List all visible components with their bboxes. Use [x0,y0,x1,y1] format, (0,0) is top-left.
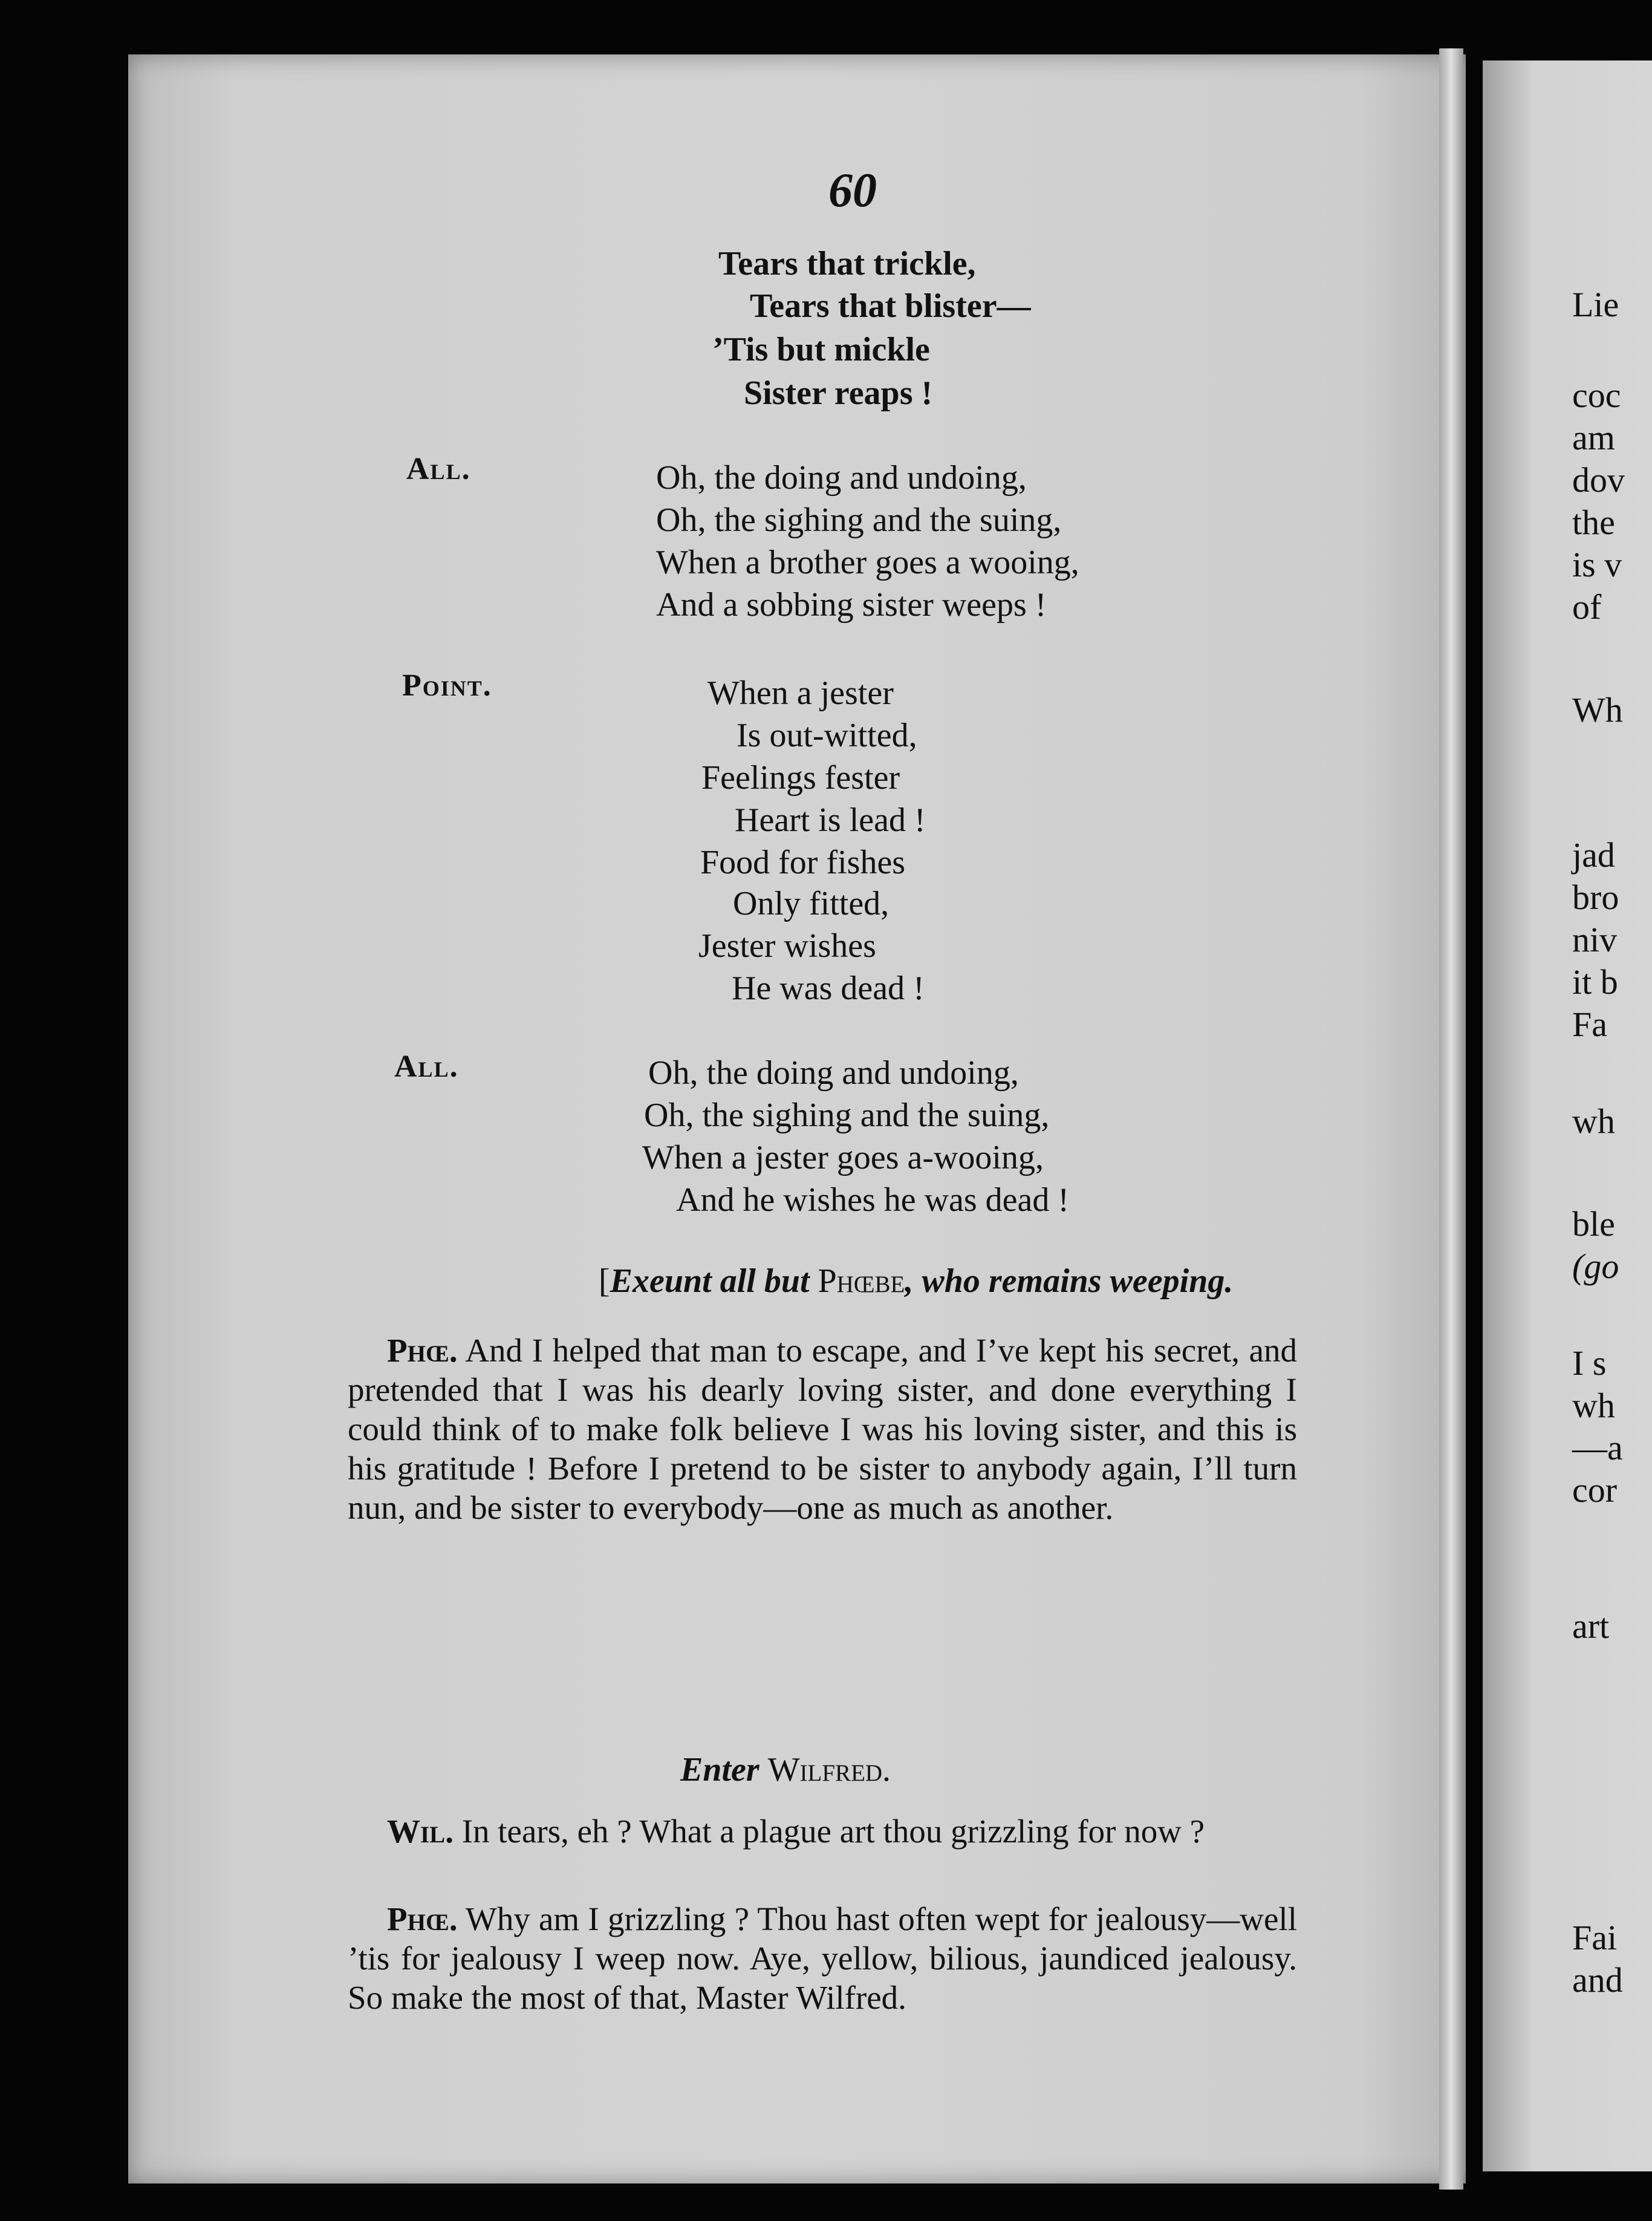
speaker-label: Phœ. [387,1900,458,1937]
verse-line: Only fitted, [733,885,889,922]
verse-line: Heart is lead ! [735,801,926,839]
right-page-fragment: is v [1572,545,1622,584]
right-page-fragment: it b [1572,962,1618,1002]
verse-line: Food for fishes [700,844,906,881]
verse-line: And a sobbing sister weeps ! [656,586,1047,624]
verse-line: Jester wishes [698,927,876,965]
character-name: Phœbe [818,1262,905,1300]
right-page-fragment: —a [1572,1428,1623,1467]
speech-text: Why am I grizzling ? Thou hast often wept for jealousy—well ’tis for jealousy I weep now. Aye, yellow, bilious, jaundiced jealousy. So make the most of that, Master Wilfred. [348,1900,1297,2016]
speech-text: In tears, eh ? What a plague art thou grizzling for now ? [461,1813,1205,1850]
right-page-fragment: bro [1572,878,1619,917]
verse-line: Sister reaps ! [744,374,933,412]
right-page-fragment: the [1572,503,1615,542]
right-page-fragment: Fai [1572,1918,1618,1957]
right-page-fragment: (go [1572,1247,1619,1286]
right-page-fragment: I s [1572,1343,1607,1383]
right-page-fragment: of [1572,587,1602,627]
right-page-fragment: wh [1572,1101,1615,1141]
speech-1 [348,1331,1297,1542]
speech-3 [348,1899,1297,2032]
stage-bracket: [ [599,1262,610,1300]
speaker-label: All. [394,1049,459,1084]
speaker-label: Wil. [387,1813,454,1850]
right-page-fragment: jad [1572,835,1615,875]
right-page-fragment: cor [1572,1470,1618,1510]
verse-line: ’Tis but mickle [712,331,930,368]
right-page-fragment: am [1572,418,1615,457]
page-number: 60 [828,164,877,217]
speaker-label: Point. [402,668,492,703]
verse-line: Tears that trickle, [718,245,976,282]
right-page-fragment: Wh [1572,690,1623,729]
right-page-fragment: ble [1572,1204,1615,1244]
verse-line: Oh, the doing and undoing, [656,459,1027,497]
right-page-fragment: Fa [1572,1005,1607,1044]
verse-line: Oh, the doing and undoing, [648,1054,1019,1092]
stage-direction-enter [680,1753,891,1787]
verse-line: Feelings fester [701,759,900,797]
verse-line: When a jester [707,674,894,712]
right-page-fragment: niv [1572,920,1618,959]
verse-line: When a jester goes a-wooing, [642,1139,1044,1176]
verse-line: Tears that blister— [750,287,1031,325]
verse-line: And he wishes he was dead ! [676,1181,1070,1219]
speaker-label: All. [406,452,471,486]
verse-line: Oh, the sighing and the suing, [644,1097,1050,1134]
verse-line: Oh, the sighing and the suing, [656,501,1062,539]
right-page-fragment: Lie [1572,285,1619,324]
stage-direction [599,1264,1233,1298]
verse-line: Is out-witted, [737,717,917,754]
stage-direction-text: Exeunt all but [610,1262,818,1300]
right-page-fragment: and [1572,1960,1623,2000]
speech-text: And I helped that man to escape, and I’ve kept his secret, and pretended that I was his dearly loving sister, and done everything I could think of to make folk believe I was his loving sister, and this is his gratitude ! Before I pretend to be sister to anybody again, I’ll turn nun, and be sister to everybody—one as much as another. [348,1332,1297,1526]
right-page-fragment: art [1572,1606,1610,1646]
book-gutter [1439,48,1463,2190]
character-name: Wilfred. [767,1751,891,1789]
right-page-fragment: coc [1572,376,1621,415]
verse-line: When a brother goes a wooing, [656,544,1079,581]
speech-2 [348,1812,1297,1865]
right-page-fragment: dov [1572,460,1625,500]
right-page [1483,60,1652,2171]
stage-direction-text: , who remains weeping. [905,1262,1234,1300]
verse-line: He was dead ! [732,970,925,1007]
stage-direction-text: Enter [680,1751,768,1789]
right-page-fragment: wh [1572,1386,1615,1425]
speaker-label: Phœ. [387,1332,458,1369]
